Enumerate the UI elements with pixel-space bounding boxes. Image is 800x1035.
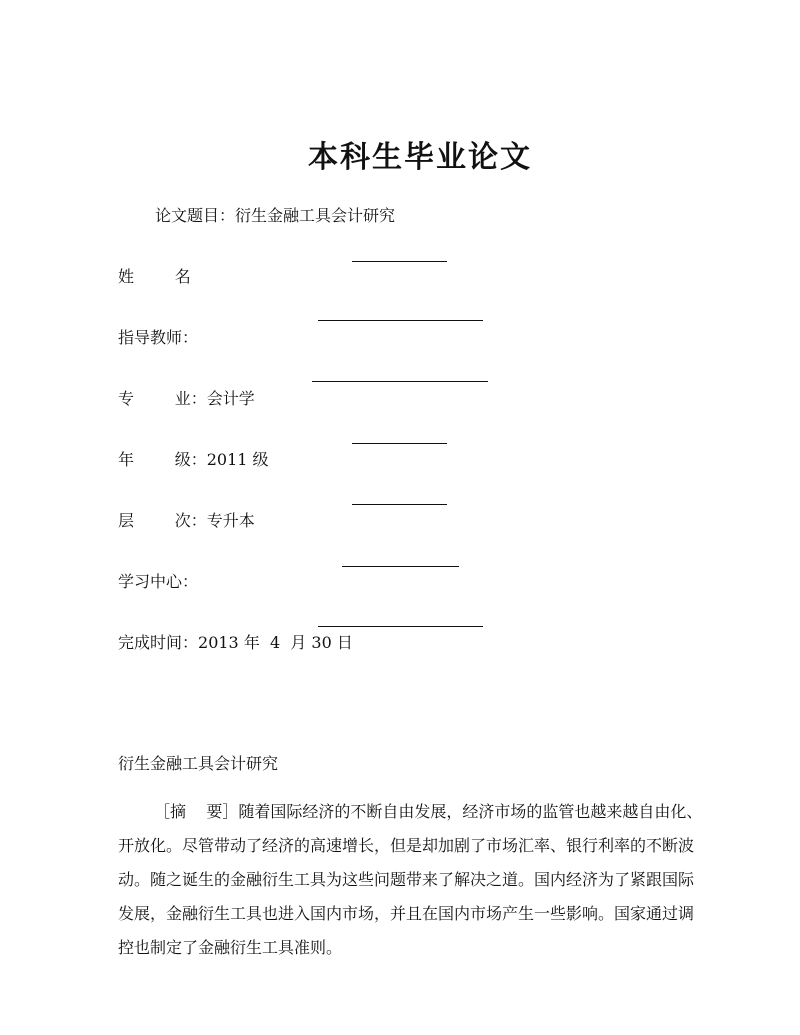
name-field	[118, 264, 191, 287]
article-heading: 衍生金融工具会计研究	[118, 754, 279, 773]
advisor-field	[118, 325, 198, 348]
grade-label: 年 级：	[118, 450, 207, 469]
grade-field	[118, 447, 269, 470]
level-value: 专升本	[206, 511, 255, 530]
advisor-underline	[318, 320, 483, 321]
level-field	[118, 508, 255, 531]
completion-label: 完成时间：	[118, 633, 199, 652]
grade-underline	[352, 443, 447, 444]
major-underline	[312, 381, 488, 382]
name-label: 姓 名	[118, 267, 191, 286]
level-underline	[352, 504, 447, 505]
major-field	[118, 386, 255, 409]
grade-value: 2011 级	[206, 450, 269, 469]
thesis-title: 本科生毕业论文	[308, 140, 532, 175]
major-label: 专 业：	[118, 389, 207, 408]
abstract-paragraph	[118, 795, 708, 965]
major-value: 会计学	[206, 389, 255, 408]
abstract-label: ［摘 要］	[154, 802, 239, 821]
abstract-text: 随着国际经济的不断自由发展，经济市场的监管也越来越自由化、开放化。尽管带动了经济的高速增长，但是却加剧了市场汇率、银行利率的不断波动。随之诞生的金融衍生工具为这些问题带来了解决之道。国内经济为了紧跟国际发展，金融衍生工具也进入国内市场，并且在国内市场产生一些影响。国家通过调控也制定了金融衍生工具准则。	[118, 802, 703, 957]
advisor-label: 指导教师：	[118, 328, 199, 347]
completion-underline	[318, 626, 483, 627]
completion-value: 2013 年 4 月 30 日	[198, 633, 353, 652]
completion-field	[118, 630, 353, 653]
name-underline	[352, 261, 447, 262]
level-label: 层 次：	[118, 511, 207, 530]
thesis-subject: 论文题目：衍生金融工具会计研究	[155, 206, 396, 225]
center-underline	[342, 566, 459, 567]
center-field	[118, 569, 198, 592]
center-label: 学习中心：	[118, 572, 199, 591]
